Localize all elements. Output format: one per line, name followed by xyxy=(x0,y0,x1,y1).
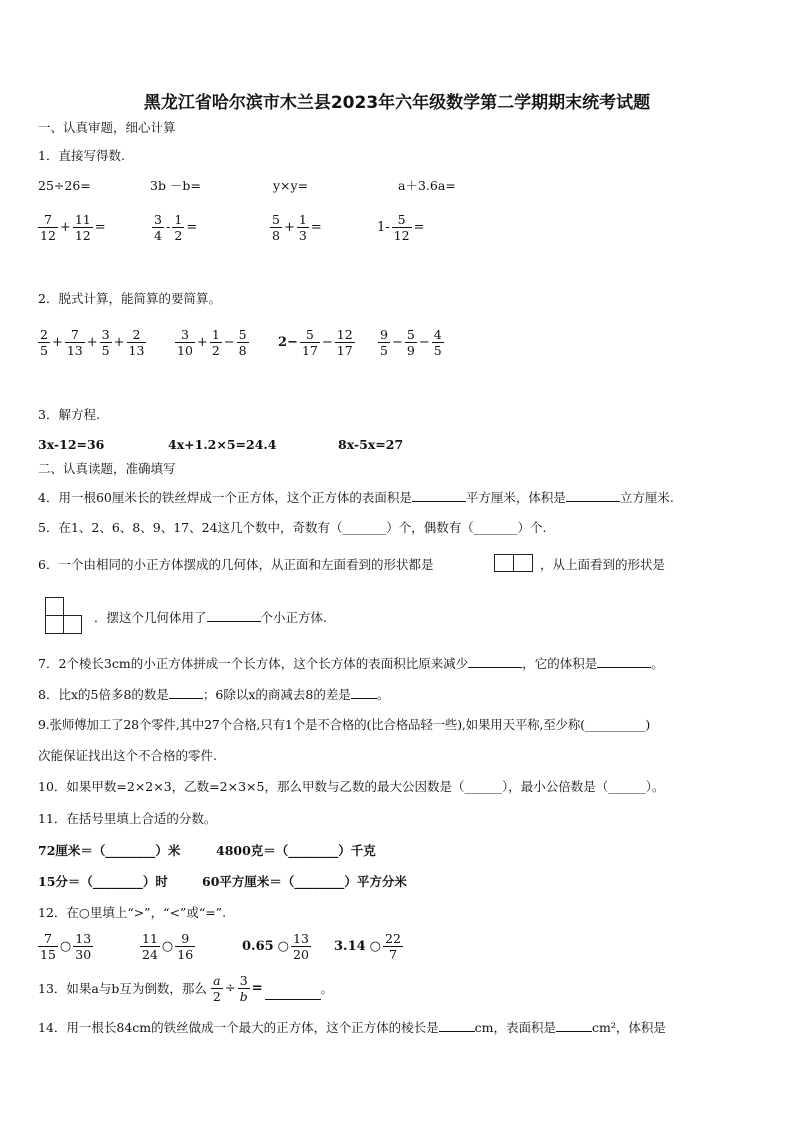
front-view-left-square xyxy=(494,554,514,572)
q11-label: 11．在括号里填上合适的分数。 xyxy=(38,811,217,826)
q1-item-2: 3b －b= xyxy=(150,178,201,193)
q9-line-1: 9.张师傅加工了28个零件,其中27个合格,只有1个是不合格的(比合格品轻一些),如果用天平称,至少称(__________) xyxy=(38,717,650,732)
top-view-top-square xyxy=(45,597,64,616)
q12-compare-2: $\frac{11}{24}$ ○ $\frac{9}{16}$ xyxy=(142,931,194,962)
section-2-heading: 二、认真读题，准确填写 xyxy=(38,461,176,476)
q3-label: 3．解方程. xyxy=(38,407,100,422)
front-view-right-square xyxy=(513,554,533,572)
q2-expression-2: $\frac{3}{10}$ + $\frac{1}{2}$ − $\frac{5}{8}$ xyxy=(177,327,247,358)
top-view-bottom-left-square xyxy=(45,615,64,634)
compare-circle: ○ xyxy=(277,939,290,954)
q1-label: 1．直接写得数. xyxy=(38,148,125,163)
q12-compare-1: $\frac{7}{15}$ ○ $\frac{13}{30}$ xyxy=(40,931,92,962)
q14: 14．用一根长84cm的铁丝做成一个最大的正方体，这个正方体的棱长是 cm，表面积是 cm²，体积是 xyxy=(38,1020,666,1035)
q3-equation-2: 4x+1.2×5=24.4 xyxy=(168,437,277,452)
q3-equation-3: 8x-5x=27 xyxy=(338,437,404,452)
compare-circle: ○ xyxy=(59,939,72,954)
q11-item-2: 4800克＝（________）千克 xyxy=(216,843,376,858)
q1-item-4: a＋3.6a= xyxy=(398,178,456,193)
q2-expression-3: 2− $\frac{5}{17}$ − $\frac{12}{17}$ xyxy=(278,327,353,358)
q1-fraction-2: $\frac{3}{4}$ - $\frac{1}{2}$ = xyxy=(154,212,198,243)
q1-item-1: 25÷26= xyxy=(38,178,91,193)
q1-fraction-4: 1- $\frac{5}{12}$ = xyxy=(377,212,425,243)
q6-text-b: ，从上面看到的形状是 xyxy=(540,557,666,572)
q6-line-1: 6．一个由相同的小正方体摆成的几何体，从正面和左面看到的形状都是 xyxy=(38,557,434,572)
compare-circle: ○ xyxy=(369,939,382,954)
q12-compare-3: 0.65 ○ $\frac{13}{20}$ xyxy=(242,931,309,962)
q11-item-1: 72厘米＝（________）米 xyxy=(38,843,181,858)
q8: 8．比x的5倍多8的数是 ；6除以x的商减去8的差是 。 xyxy=(38,687,390,702)
q5: 5．在1、2、6、8、9、17、24这几个数中，奇数有（_______）个，偶数有（_______）个. xyxy=(38,520,547,535)
q1-item-3: y×y= xyxy=(273,178,309,193)
q1-fraction-3: $\frac{5}{8}$ + $\frac{1}{3}$ = xyxy=(272,212,322,243)
q12-compare-4: 3.14 ○ $\frac{22}{7}$ xyxy=(334,931,401,962)
compare-circle: ○ xyxy=(161,939,174,954)
q13: 13．如果a与b互为倒数，那么 $\frac{a}{2}$ ÷ $\frac{3}{b}$ = 。 xyxy=(38,973,334,1004)
q2-expression-1: $\frac{2}{5}$ + $\frac{7}{13}$ + $\frac{3}{5}$ + $\frac{2}{13}$ xyxy=(40,327,145,358)
q6-line-2: ．摆这个几何体用了 个小正方体. xyxy=(94,610,327,625)
page-title: 黑龙江省哈尔滨市木兰县2023年六年级数学第二学期期末统考试题 xyxy=(143,93,651,113)
section-1-heading: 一、认真审题，细心计算 xyxy=(38,120,176,135)
q7: 7．2个棱长3cm的小正方体拼成一个长方体，这个长方体的表面积比原来减少 ，它的体积是 。 xyxy=(38,656,664,671)
q3-equation-1: 3x-12=36 xyxy=(38,437,105,452)
q9-line-2: 次能保证找出这个不合格的零件. xyxy=(38,748,217,763)
q11-item-3: 15分＝（________）时 xyxy=(38,874,168,889)
q11-item-4: 60平方厘米＝（________）平方分米 xyxy=(202,874,407,889)
q2-expression-4: $\frac{9}{5}$ − $\frac{5}{9}$ − $\frac{4}{5}$ xyxy=(380,327,442,358)
q2-label: 2．脱式计算，能简算的要简算。 xyxy=(38,291,221,306)
top-view-bottom-right-square xyxy=(63,615,82,634)
q12-label: 12．在○里填上“>”，“<”或“=”. xyxy=(38,905,227,920)
q4: 4．用一根60厘米长的铁丝焊成一个正方体，这个正方体的表面积是 平方厘米，体积是 立方厘米. xyxy=(38,490,674,505)
q1-fraction-1: $\frac{7}{12}$ + $\frac{11}{12}$ = xyxy=(40,212,106,243)
q10: 10．如果甲数=2×2×3，乙数=2×3×5，那么甲数与乙数的最大公因数是（______），最小公倍数是（______）。 xyxy=(38,779,665,794)
